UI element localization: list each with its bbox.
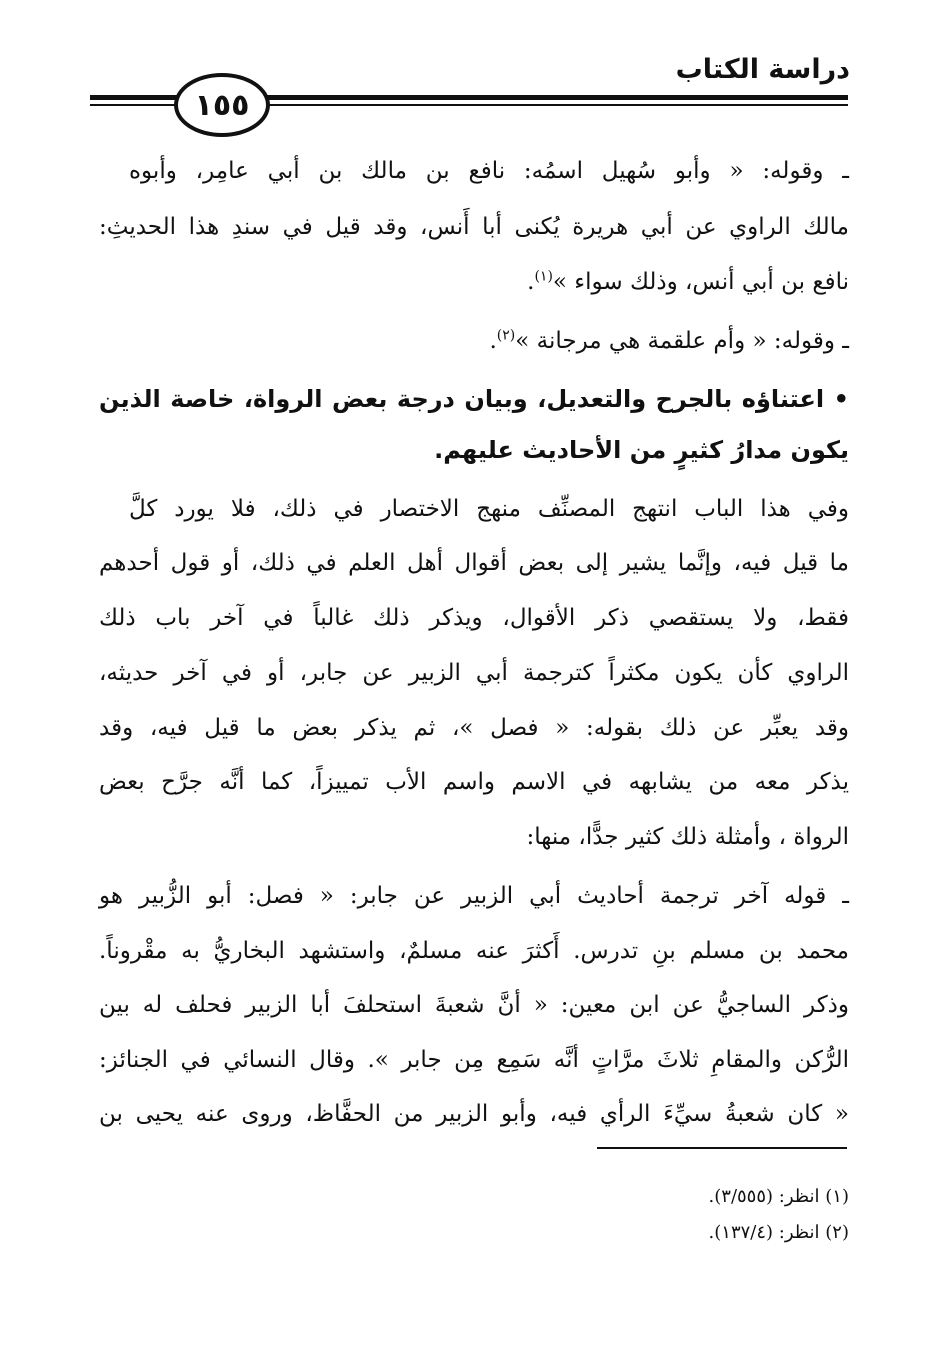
text-line: وذكر الساجيُّ عن ابن معين: « أنَّ شعبةَ استحلفَ أبا الزبير فحلف له بين [99, 992, 849, 1018]
text-line: نافع بن أبي أنس، وذلك سواء »$^{(١)}$. [527, 268, 849, 295]
running-head-title: دراسة الكتاب [675, 54, 850, 85]
text-line: الراوي كأن يكون مكثراً كترجمة أبي الزبير عن جابر، أو في آخر حديثه، [99, 660, 849, 686]
footnote-ref: (٢) [496, 327, 516, 344]
footnote-ref: (١) [534, 268, 553, 285]
section-heading-line: • اعتناؤه بالجرح والتعديل، وبيان درجة بعض الرواة، خاصة الذين [99, 385, 849, 413]
text-line: ـ وقوله: « وأم علقمة هي مرجانة »$^{(٢)}$. [489, 327, 849, 354]
section-heading-line: يكون مدارُ كثيرٍ من الأحاديث عليهم. [434, 436, 849, 464]
footnote: (١) انظر: (٣/٥٥٥). [708, 1186, 849, 1207]
page-number-text: ١٥٥ [194, 87, 250, 123]
footnote-separator [597, 1147, 847, 1149]
text-line: ما قيل فيه، وإنَّما يشير إلى بعض أقوال أهل العلم في ذلك، أو قول أحدهم [99, 550, 849, 576]
text-line: يذكر معه من يشابهه في الاسم واسم الأب تمييزاً، كما أنَّه جرَّح بعض [99, 769, 849, 795]
text-line: وقد يعبِّر عن ذلك بقوله: « فصل »، ثم يذكر بعض ما قيل فيه، وقد [99, 715, 849, 741]
page-number [174, 73, 270, 137]
text-line-content: نافع بن أبي أنس، وذلك سواء » [552, 269, 849, 295]
text-line: « كان شعبةُ سيِّءَ الرأي فيه، وأبو الزبير من الحفَّاظ، وروى عنه يحيى بن [99, 1101, 849, 1127]
text-line: الرواة ، وأمثلة ذلك كثير جدًّا، منها: [526, 824, 849, 850]
text-line: وفي هذا الباب انتهج المصنِّف منهج الاختصار في ذلك، فلا يورد كلَّ [129, 496, 849, 522]
text-line: الرُّكن والمقامِ ثلاثَ مرَّاتٍ أنَّه سَمِع مِن جابر ». وقال النسائي في الجنائز: [99, 1047, 849, 1073]
text-line: مالك الراوي عن أبي هريرة يُكنى أبا أَنس، وقد قيل في سندِ هذا الحديثِ: [99, 214, 849, 240]
text-line: محمد بن مسلم بنِ تدرس. أَكثرَ عنه مسلمٌ، واستشهد البخاريُّ به مقْروناً. [99, 938, 849, 964]
text-line: ـ وقوله: « وأبو سُهيل اسمُه: نافع بن مالك بن أبي عامِر، وأبوه [129, 158, 849, 184]
footnote: (٢) انظر: (١٣٧/٤). [708, 1222, 849, 1243]
text-line: ـ قوله آخر ترجمة أحاديث أبي الزبير عن جابر: « فصل: أبو الزُّبير هو [99, 883, 849, 909]
text-line-content: ـ وقوله: « وأم علقمة هي مرجانة » [515, 328, 849, 354]
text-line: فقط، ولا يستقصي ذكر الأقوال، ويذكر ذلك غالباً في آخر باب ذلك [99, 605, 849, 631]
